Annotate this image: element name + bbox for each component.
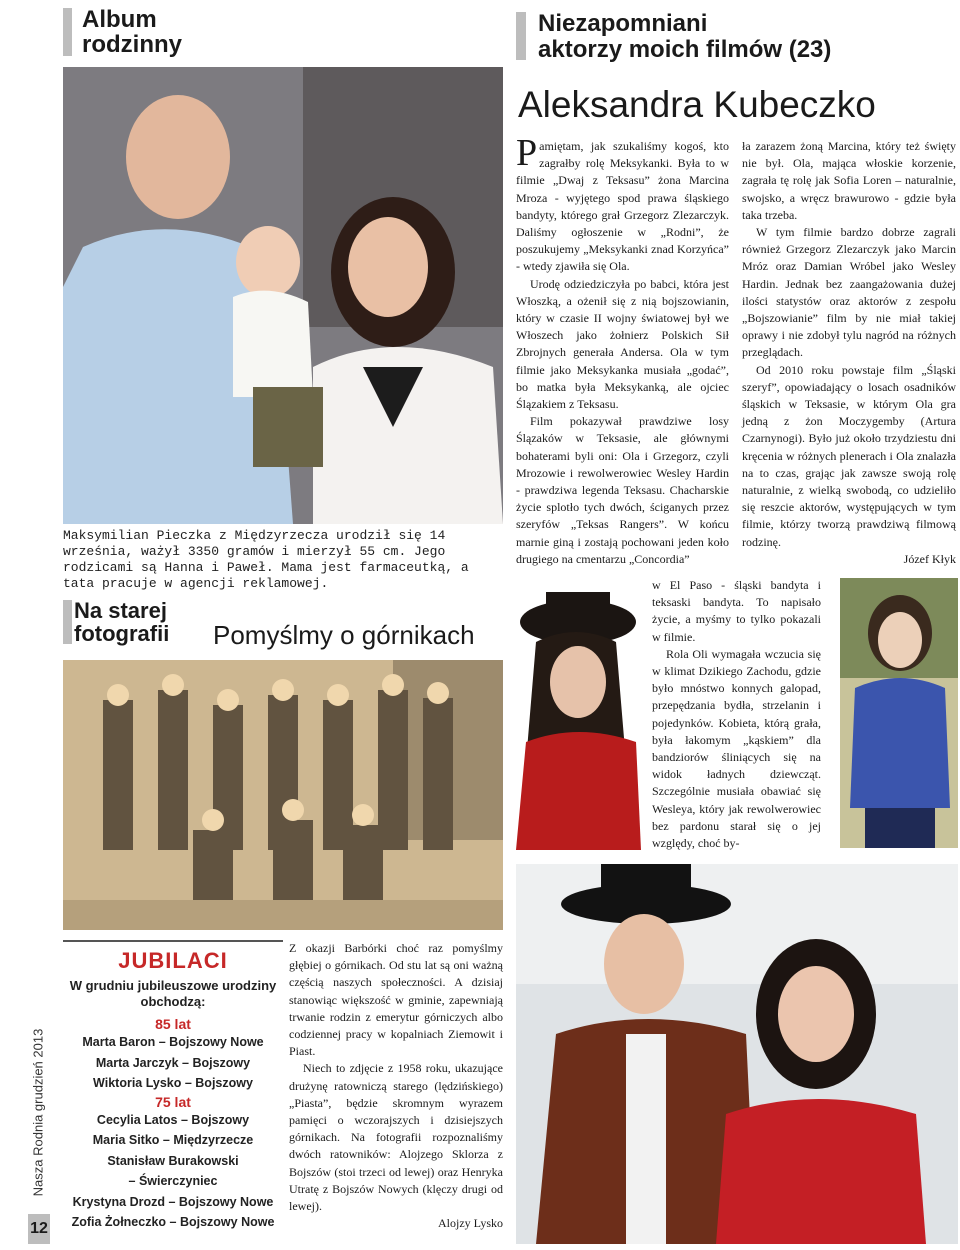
magazine-name: Nasza Rodnia grudzień 2013: [30, 1028, 46, 1197]
age-75: 75 lat: [155, 1093, 191, 1110]
jubilaci-subtitle: W grudniu jubileuszowe urodziny obchodzą:: [69, 978, 277, 1009]
miners-photo-illustration: [63, 660, 503, 930]
aktorzy-paragraph: W tym filmie bardzo dobrze zagrali również Grzegorz Zlezarczyk jako Marcin Mróz oraz Damian Wróbel jako Wesley Hardin. Jednak bez zaangażowania dużej ilości statystów oraz aktorów z zespołu „Bojszowianie” film by nie miał takiej oprawy i nie zdobył tylu nagród na różnych przeglądach.: [742, 225, 956, 360]
fotografia-paragraph: Niech to zdjęcie z 1958 roku, ukazujące drużynę ratowniczą starego (lędzińskiego) „Piasta”, będzie skromnym wyrazem pamięci o wczorajszych i dzisiejszych górnikach. Na fotografii rozpoznaliśmy dwóch ratowników: Alojzego Sklorza z Bojszów (stoi trzeci od lewej) oraz Henryka Utratę z Bojszów Nowych (klęczy drugi od lewej).: [289, 1061, 503, 1214]
aktorzy-paragraph: w El Paso - śląski bandyta i teksaski bandyta. To napisało życie, a myśmy to tylko pokazali w filmie.: [652, 578, 821, 644]
aktorzy-paragraph: Film pokazywał prawdziwe losy Ślązaków w Teksasie, ale głównymi bohaterami byli oni: Ola i Grzegorz, czyli Mrozowie i rewolwerowiec Wesley Hardin - prawdziwa legenda Teksasu. Chacharskie życie splotło tych dwóch, ściganych przez szeryfów „Teksas Rangers”. W końcu marnie giną i zostają pochowani jeden koło drugiego na cmentarzu „Concordia”: [516, 414, 729, 566]
aktorzy-column-1: [516, 132, 729, 568]
actress-photo-1-illustration: [516, 582, 641, 850]
aktorzy-paragraph: ła zarazem żoną Marcina, który też święty nie był. Ola, mająca włoskie korzenie, zagrała tę rolę jak Sofia Loren – naturalnie, swojsko, a wręcz brawurowo - gdzie była taka trzeba.: [742, 139, 956, 222]
aktorzy-heading: Niezapomniani aktorzy moich filmów (23): [538, 10, 832, 63]
jubilat-name: Marta Jarczyk – Bojszowy: [95, 1055, 251, 1070]
family-photo: [63, 67, 503, 524]
divider: [63, 940, 283, 942]
fotografia-author: Alojzy Lysko: [438, 1216, 503, 1231]
jubilat-name: – Świerczyniec: [128, 1174, 218, 1188]
aktorzy-column-2: [652, 577, 821, 852]
jubilat-name: Marta Baron – Bojszowy Nowe: [82, 1035, 264, 1049]
aktorzy-paragraph: Urodę odziedziczyła po babci, która jest Włoszką, a ożenił się z nią bojszowianin, który w czasie II wojny światowej był we Włoszech jako żołnierz Polskich Sił Zbrojnych generała Andersa. Ola w tym filmie jako Meksykanka musiała „godać”, bo matka była Meksykanką, ale ojciec Ślązakiem z Teksasu.: [516, 276, 729, 412]
fotografia-heading: Na starej fotografii: [74, 598, 170, 646]
aktorzy-author: Józef Kłyk: [903, 551, 956, 566]
actor-name: Aleksandra Kubeczko: [518, 84, 876, 125]
fotografia-paragraph: Z okazji Barbórki choć raz pomyślmy głębiej o górnikach. Od stu lat są oni ważną częścią naszych społeczności. A dzisiaj stanowiąc większość w gminie, zapewniają trwanie rodzin z emerytur górniczych albo codziennej pracy w kopalniach Ziemowit i Piast.: [289, 941, 503, 1059]
fotografia-title: Pomyślmy o górnikach: [213, 620, 475, 650]
actress-photo-2: [840, 578, 958, 848]
jubilat-name: Krystyna Drozd – Bojszowy Nowe: [72, 1194, 274, 1209]
miners-photo: [63, 660, 503, 930]
album-caption: Maksymilian Pieczka z Międzyrzecza urodził się 14 września, ważył 3350 gramów i mierzył 55 cm. Jego rodzicami są Hanna i Paweł. Mama jest farmaceutką, a tata pracuje w agencji reklamowej.: [63, 528, 469, 591]
aktorzy-column-3: [742, 138, 956, 568]
actors-photo-illustration: [516, 864, 958, 1244]
jubilat-name: Maria Sitko – Międzyrzecze: [92, 1133, 254, 1147]
fotografia-text: [289, 940, 503, 1232]
aktorzy-paragraph: Rola Oli wymagała wczucia się w klimat Dzikiego Zachodu, gdzie było mnóstwo konnych galopad, przepędzania bydła, strzelanin i pojedynków. Kobieta, którą grała, była łakomym „kąskiem” dla bandziorów śliniących się na widok ładnych dziewcząt. Szczególnie musiała obawiać się Wesleya, który jak rewolwerowiec bez pardonu starał się o jej względy, choć by-: [652, 646, 821, 851]
jubilat-name: Stanisław Burakowski: [107, 1153, 239, 1168]
section-marker: [63, 600, 72, 644]
section-marker: [516, 12, 526, 60]
section-marker: [63, 8, 72, 56]
age-85: 85 lat: [155, 1016, 191, 1032]
page-number: 12: [28, 1214, 50, 1244]
drop-cap: P: [516, 132, 538, 174]
jubilaci-box: [63, 948, 283, 1233]
aktorzy-paragraph: Od 2010 roku powstaje film „Śląski szeryf”, opowiadający o losach osadników śląskich w Teksasie, w którym Ola gra jedną z żon Moczygemby (Artura Czarnynogi). Było już około trzydziestu dni kręcenia w różnych plenerach i Ola znalazła na to czas, grając jak zawsze swoją rolę naturalnie, z wielką swobodą, co udzieliło się reszcie aktorów, występujących w tym filmie, którzy tworzą prawdziwą filmową rodzinę.: [742, 362, 956, 549]
jubilaci-title: JUBILACI: [118, 948, 228, 973]
actors-photo: [516, 864, 958, 1244]
jubilat-name: Zofia Żołneczko – Bojszowy Nowe: [71, 1215, 275, 1229]
actress-photo-1: [516, 582, 641, 850]
magazine-label: [28, 1010, 48, 1220]
jubilat-name: Wiktoria Lysko – Bojszowy: [93, 1076, 253, 1090]
aktorzy-paragraph: amiętam, jak szukaliśmy kogoś, kto zagrałby rolę Meksykanki. Była to w filmie „Dwaj z Teksasu” żona Marcina Mroza - wyjętego spod prawa śląskiego bandyty, którego grał Grzegorz Zlezarczyk. Daliśmy ogłoszenie w „Rodni”, że poszukujemy „Meksykanki znad Korzyńca” - wtedy zjawiła się Ola.: [516, 139, 729, 274]
jubilat-name: Cecylia Latos – Bojszowy: [96, 1112, 250, 1127]
actress-photo-2-illustration: [840, 578, 958, 848]
family-photo-illustration: [63, 67, 503, 524]
album-heading: Album rodzinny: [82, 6, 182, 58]
